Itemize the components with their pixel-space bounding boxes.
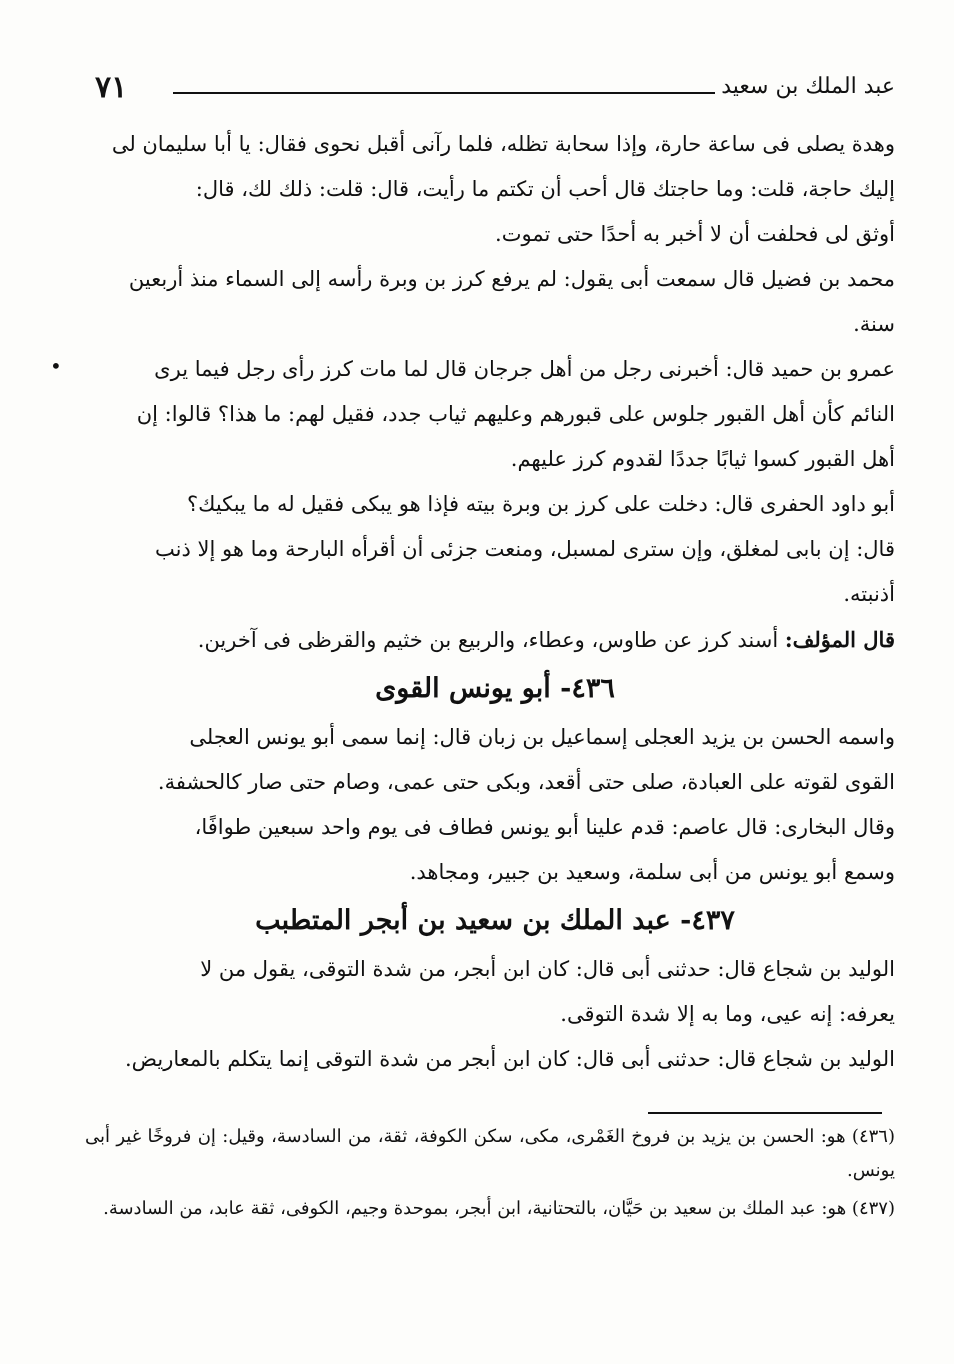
footnote-rule (648, 1112, 882, 1114)
line: عمرو بن حميد قال: أخبرنى رجل من أهل جرجان قال لما مات كرز رأى رجل فيما يرى (154, 357, 895, 381)
line: أهل القبور كسوا ثيابًا جددًا لقدوم كرز عليهم. (510, 447, 895, 471)
footnote-436: (٤٣٦) هو: الحسن بن يزيد بن فروخ الغَمْرى، مكى، سكن الكوفة، ثقة، من السادسة، وقيل: إن فروخًا غير أبى يونس. (85, 1126, 895, 1181)
line: إليك حاجة، قلت: وما حاجتك قال أحب أن تكتم ما رأيت، قال: قلت: ذلك لك، قال: (195, 177, 895, 201)
paragraph-8 (95, 947, 895, 1037)
line: يعرفه: إنه عيى، وما به إلا شدة التوقى. (560, 1002, 895, 1026)
section-heading-436: ٤٣٦- أبو يونس القوى (375, 673, 615, 704)
paragraph-7 (95, 805, 895, 895)
line: أوثق لى فحلفت أن لا أخبر به أحدًا حتى تموت. (495, 222, 895, 246)
author-label: قال المؤلف: (784, 627, 895, 652)
line: وقال البخارى: قال عاصم: قدم علينا أبو يونس فطاف فى يوم واحد سبعين طوافًا، (194, 815, 895, 839)
running-title: عبد الملك بن سعيد (721, 74, 895, 99)
paragraph-2 (95, 257, 895, 347)
header-rule (173, 92, 715, 94)
page-number: ٧١ (95, 70, 128, 105)
paragraph-3 (95, 347, 895, 482)
line: أسند كرز عن طاوس، وعطاء، والربيع بن خثيم والقرظى فى آخرين. (197, 628, 785, 652)
paragraph-6 (95, 715, 895, 805)
line: أذنبته. (843, 582, 895, 606)
line: وسمع أبو يونس من أبى سلمة، وسعيد بن جبير، ومجاهد. (409, 860, 895, 884)
paragraph-5 (95, 617, 895, 663)
line: محمد بن فضيل قال سمعت أبى يقول: لم يرفع كرز بن وبرة رأسه إلى السماء منذ أربعين (128, 267, 895, 291)
line: واسمه الحسن بن يزيد العجلى إسماعيل بن زبان قال: إنما سمى أبو يونس العجلى (189, 725, 895, 749)
line: الوليد بن شجاع قال: حدثنى أبى قال: كان ابن أبجر، من شدة التوقى، يقول من لا (200, 957, 895, 981)
line: القوى لقوته على العبادة، صلى حتى أقعد، وبكى حتى عمى، وصام حتى صار كالحشفة. (157, 770, 895, 794)
section-heading-437: ٤٣٧- عبد الملك بن سعيد بن أبجر المتطبب (255, 905, 735, 936)
body-text (95, 122, 895, 1082)
footnote-437: (٤٣٧) هو: عبد الملك بن سعيد بن حَيَّان، بالتحتانية، ابن أبجر، بموحدة وجيم، الكوفى، ثقة عابد، من السادسة. (103, 1198, 895, 1219)
line: أبو داود الحفرى قال: دخلت على كرز بن وبرة بيته فإذا هو يبكى فقيل له ما يبكيك؟ (186, 492, 895, 516)
line: النائم كأن أهل القبور جلوس على قبورهم وعليهم ثياب جدد، فقيل لهم: ما هذا؟ قالوا: إن (136, 402, 895, 426)
line: سنة. (853, 312, 895, 336)
footnotes (85, 1120, 895, 1230)
line: الوليد بن شجاع قال: حدثنى أبى قال: كان ابن أبجر من شدة التوقى إنما يتكلم بالمعاريض. (124, 1047, 895, 1071)
line: قال: إن بابى لمغلق، وإن سترى لمسبل، ومنعت جزئى أن أقرأه البارحة وما هو إلا ذنب (155, 537, 895, 561)
page-header (95, 70, 895, 110)
paragraph-4 (95, 482, 895, 617)
margin-mark: • (50, 354, 62, 378)
line: وهدة يصلى فى ساعة حارة، وإذا سحابة تظله، فلما رآنى أقبل نحوى فقال: يا أبا سليمان لى (111, 132, 895, 156)
paragraph-9 (95, 1037, 895, 1082)
paragraph-1 (95, 122, 895, 257)
